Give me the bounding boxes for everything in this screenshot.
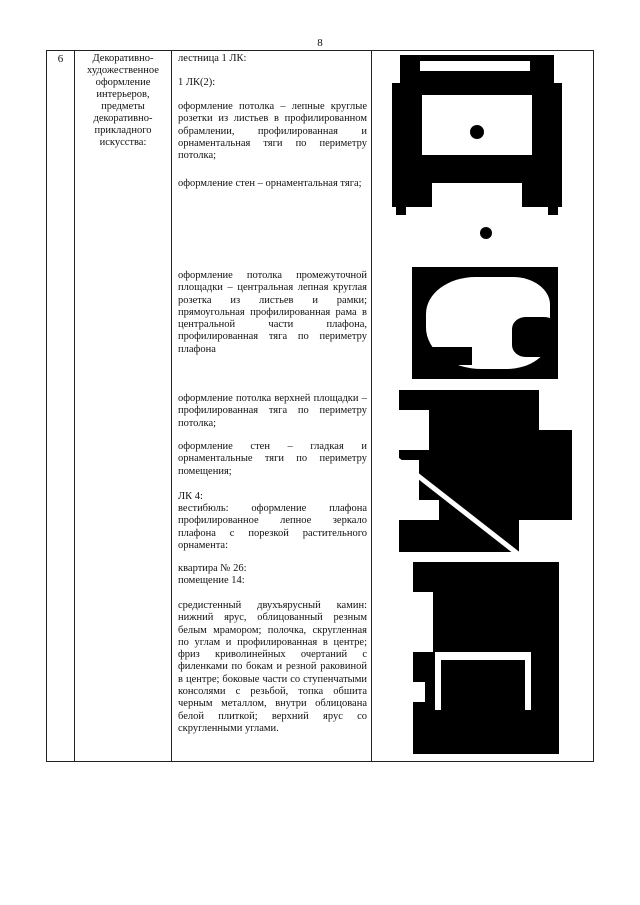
text-upper-landing-ceiling: оформление потолка верхней площадки – профилированная тяга по периметру потолка; — [178, 393, 367, 429]
text-stair-heading: лестница 1 ЛК: — [178, 53, 247, 64]
text-landing-ceiling: оформление потолка промежуточной площадки – центральная лепная круглая розетка из листьев и рамки; прямоугольная профилированная рама в центральной части плафона, профилированная тяга по периметру плафона — [178, 270, 367, 355]
text-ceiling-rosettes: оформление потолка – лепные круглые розетки из листьев в профилированном обрамлении, профилированная и орнаментальная тяги по периметру потолка; — [178, 101, 367, 162]
photo-stair-ceiling-rosettes — [392, 55, 562, 245]
text-lk-4: ЛК 4: — [178, 491, 203, 502]
column-divider-1 — [74, 51, 75, 761]
text-wall-decoration: оформление стен – орнаментальная тяга; — [178, 178, 362, 189]
photo-fireplace — [413, 562, 559, 754]
text-walls-moldings: оформление стен – гладкая и орнаментальные тяги по периметру помещения; — [178, 441, 367, 477]
column-divider-3 — [371, 51, 372, 761]
page-number: 8 — [317, 37, 323, 49]
text-vestibule: вестибюль: оформление плафона профилированное лепное зеркало плафона с порезкой растительного орнамента: — [178, 503, 367, 551]
photo-upper-landing-ceiling — [399, 390, 572, 552]
text-fireplace: средистенный двухъярусный камин: нижний ярус, облицованный резным белым мрамором; полочка, скругленная по углам и профилированная в центре; фриз криволинейных очертаний с филенками по бокам и резной раковиной в центре; боковые части со ступенчатыми консолями с резьбой, топка обшита черным металлом, внутри облицована белой плиткой; верхний ярус со скругленными углами. — [178, 600, 367, 734]
photo-landing-ceiling — [412, 267, 558, 379]
text-lk-2: 1 ЛК(2): — [178, 77, 216, 88]
row-category: Декоративно-художественное оформление интерьеров, предметы декоративно-прикладного искусства: — [87, 53, 159, 148]
column-divider-2 — [171, 51, 172, 761]
row-number: 6 — [57, 53, 64, 65]
text-room-14: помещение 14: — [178, 575, 245, 586]
text-apartment-26: квартира № 26: — [178, 563, 247, 574]
